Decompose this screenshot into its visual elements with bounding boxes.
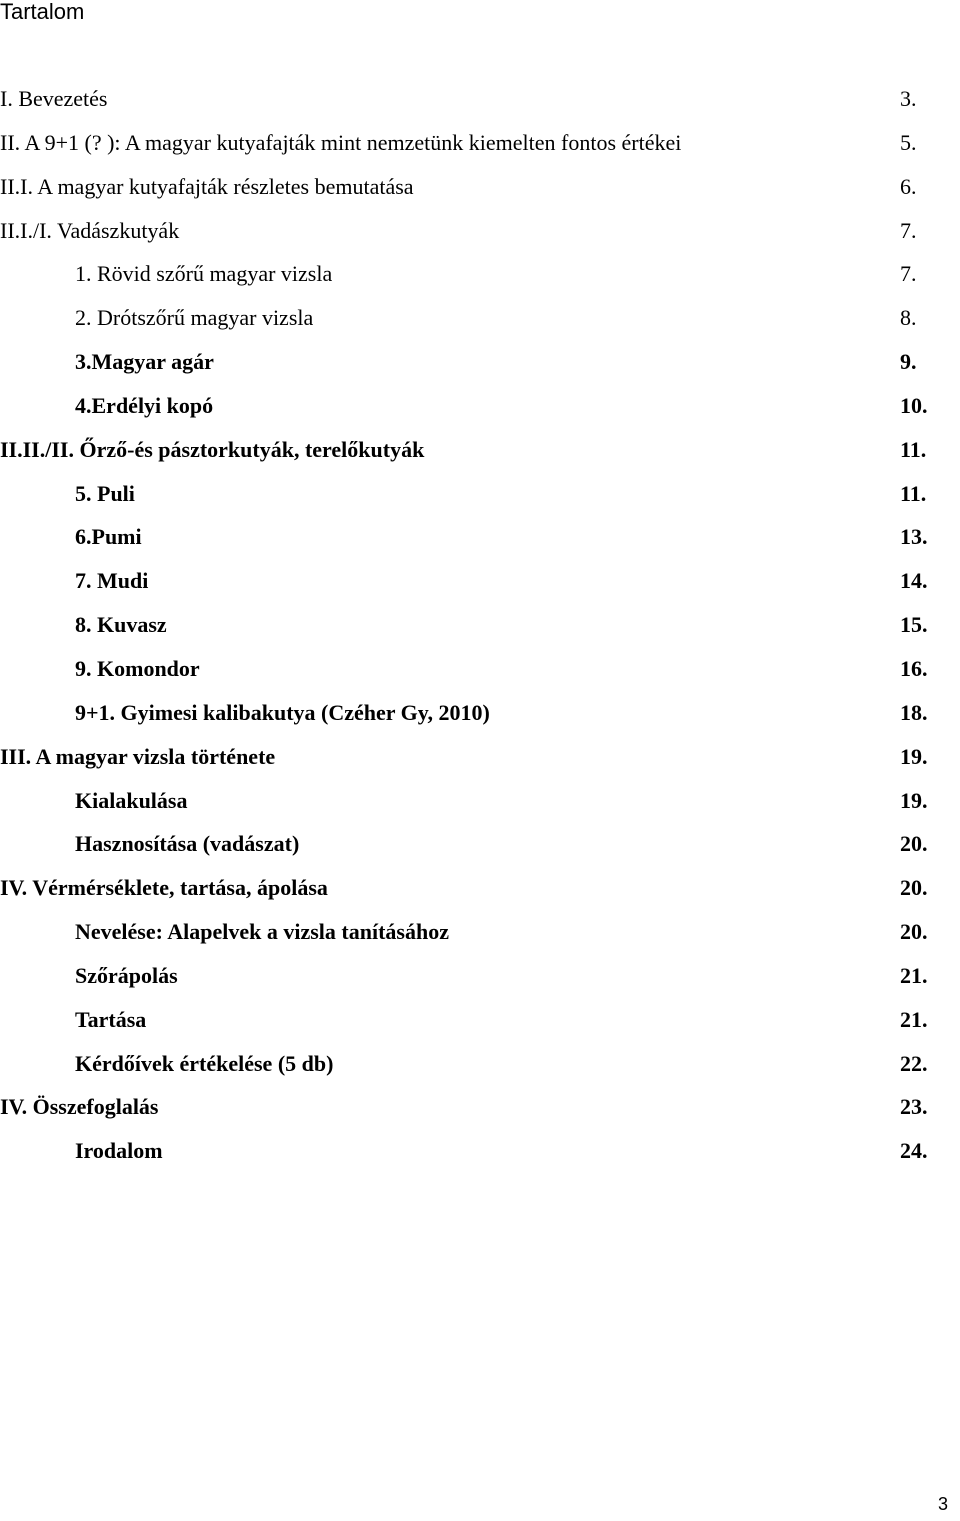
toc-entry-page: 20. [900, 831, 928, 856]
toc-entry-label: II.I./I. Vadászkutyák [0, 218, 180, 243]
toc-entry-page: 13. [900, 524, 928, 549]
toc-entry-label: Tartása [75, 1007, 147, 1032]
toc-entry-page: 20. [900, 875, 928, 900]
toc-entry-kerdoivek[interactable] [0, 1049, 960, 1079]
toc-entry-page: 11. [900, 437, 927, 462]
toc-entry-tartasa[interactable] [0, 1005, 960, 1035]
toc-entry-label: II.I. A magyar kutyafajták részletes bemutatása [0, 174, 414, 199]
toc-entry-page: 10. [900, 393, 928, 418]
toc-entry-page: 21. [900, 1007, 928, 1032]
toc-entry-label: 6.Pumi [75, 524, 142, 549]
toc-entry-mudi[interactable] [0, 566, 960, 596]
toc-entry-9-plus-1[interactable] [0, 128, 960, 158]
toc-entry-bevezetes[interactable] [0, 84, 960, 114]
toc-entry-erdelyi-kopo[interactable] [0, 391, 960, 421]
toc-entry-label: 3.Magyar agár [75, 349, 214, 374]
toc-entry-label: III. A magyar vizsla története [0, 744, 276, 769]
toc-entry-label: II. A 9+1 (? ): A magyar kutyafajták mint nemzetünk kiemelten fontos értékei [0, 130, 682, 155]
toc-entry-page: 3. [900, 86, 917, 111]
toc-entry-label: Kérdőívek értékelése (5 db) [75, 1051, 334, 1076]
toc-entry-label: Szőrápolás [75, 963, 178, 988]
toc-entry-label: 7. Mudi [75, 568, 149, 593]
toc-entry-vizsla-tortenete[interactable] [0, 742, 960, 772]
toc-entry-page: 21. [900, 963, 928, 988]
toc-entry-szorapolas[interactable] [0, 961, 960, 991]
toc-entry-vadaszkutyak[interactable] [0, 216, 960, 246]
toc-entry-page: 20. [900, 919, 928, 944]
toc-entry-hasznositasa[interactable] [0, 829, 960, 859]
toc-entry-page: 24. [900, 1138, 928, 1163]
toc-entry-page: 15. [900, 612, 928, 637]
toc-entry-page: 19. [900, 788, 928, 813]
toc-entry-reszletes-bemutatas[interactable] [0, 172, 960, 202]
toc-entry-label: 4.Erdélyi kopó [75, 393, 214, 418]
toc-entry-label: Hasznosítása (vadászat) [75, 831, 300, 856]
toc-entry-label: Kialakulása [75, 788, 188, 813]
toc-entry-label: Irodalom [75, 1138, 163, 1163]
toc-entry-page: 9. [900, 349, 917, 374]
toc-entry-page: 7. [900, 261, 917, 286]
toc-entry-magyar-agar[interactable] [0, 347, 960, 377]
toc-entry-kuvasz[interactable] [0, 610, 960, 640]
toc-entry-label: Nevelése: Alapelvek a vizsla tanításához [75, 919, 449, 944]
toc-entry-label: 1. Rövid szőrű magyar vizsla [75, 261, 333, 286]
toc-entry-label: IV. Összefoglalás [0, 1094, 159, 1119]
toc-entry-page: 23. [900, 1094, 928, 1119]
toc-entry-label: 5. Puli [75, 481, 135, 506]
toc-entry-label: 9+1. Gyimesi kalibakutya (Czéher Gy, 2010) [75, 700, 490, 725]
toc-entry-page: 6. [900, 174, 917, 199]
toc-entry-label: 9. Komondor [75, 656, 200, 681]
toc-entry-label: IV. Vérmérséklete, tartása, ápolása [0, 875, 328, 900]
toc-entry-page: 5. [900, 130, 917, 155]
toc-entry-label: I. Bevezetés [0, 86, 108, 111]
toc-entry-page: 16. [900, 656, 928, 681]
toc-entry-page: 14. [900, 568, 928, 593]
page-number: 3 [938, 1494, 949, 1514]
toc-entry-page: 22. [900, 1051, 928, 1076]
toc-entry-label: 2. Drótszőrű magyar vizsla [75, 305, 314, 330]
toc-entry-label: 8. Kuvasz [75, 612, 167, 637]
toc-entry-drotszoru-vizsla[interactable] [0, 303, 960, 333]
toc-entry-kialakulasa[interactable] [0, 786, 960, 816]
toc-entry-page: 8. [900, 305, 917, 330]
toc-entry-vermersereklete[interactable] [0, 873, 960, 903]
toc-entry-nevelese[interactable] [0, 917, 960, 947]
toc-entry-page: 11. [900, 481, 927, 506]
toc-entry-puli[interactable] [0, 479, 960, 509]
toc-entry-pumi[interactable] [0, 522, 960, 552]
toc-entry-osszefoglalas[interactable] [0, 1092, 960, 1122]
toc-entry-orzo-pasztorkutyak[interactable] [0, 435, 960, 465]
toc-entry-rovid-szoru-vizsla[interactable] [0, 259, 960, 289]
toc-entry-komondor[interactable] [0, 654, 960, 684]
toc-entry-page: 18. [900, 700, 928, 725]
toc-entry-label: II.II./II. Őrző-és pásztorkutyák, terelőkutyák [0, 437, 425, 462]
toc-entry-gyimesi-kalibakutya[interactable] [0, 698, 960, 728]
toc-entry-page: 19. [900, 744, 928, 769]
toc-entry-page: 7. [900, 218, 917, 243]
document-title: Tartalom [0, 0, 85, 24]
toc-entry-irodalom[interactable] [0, 1136, 960, 1166]
